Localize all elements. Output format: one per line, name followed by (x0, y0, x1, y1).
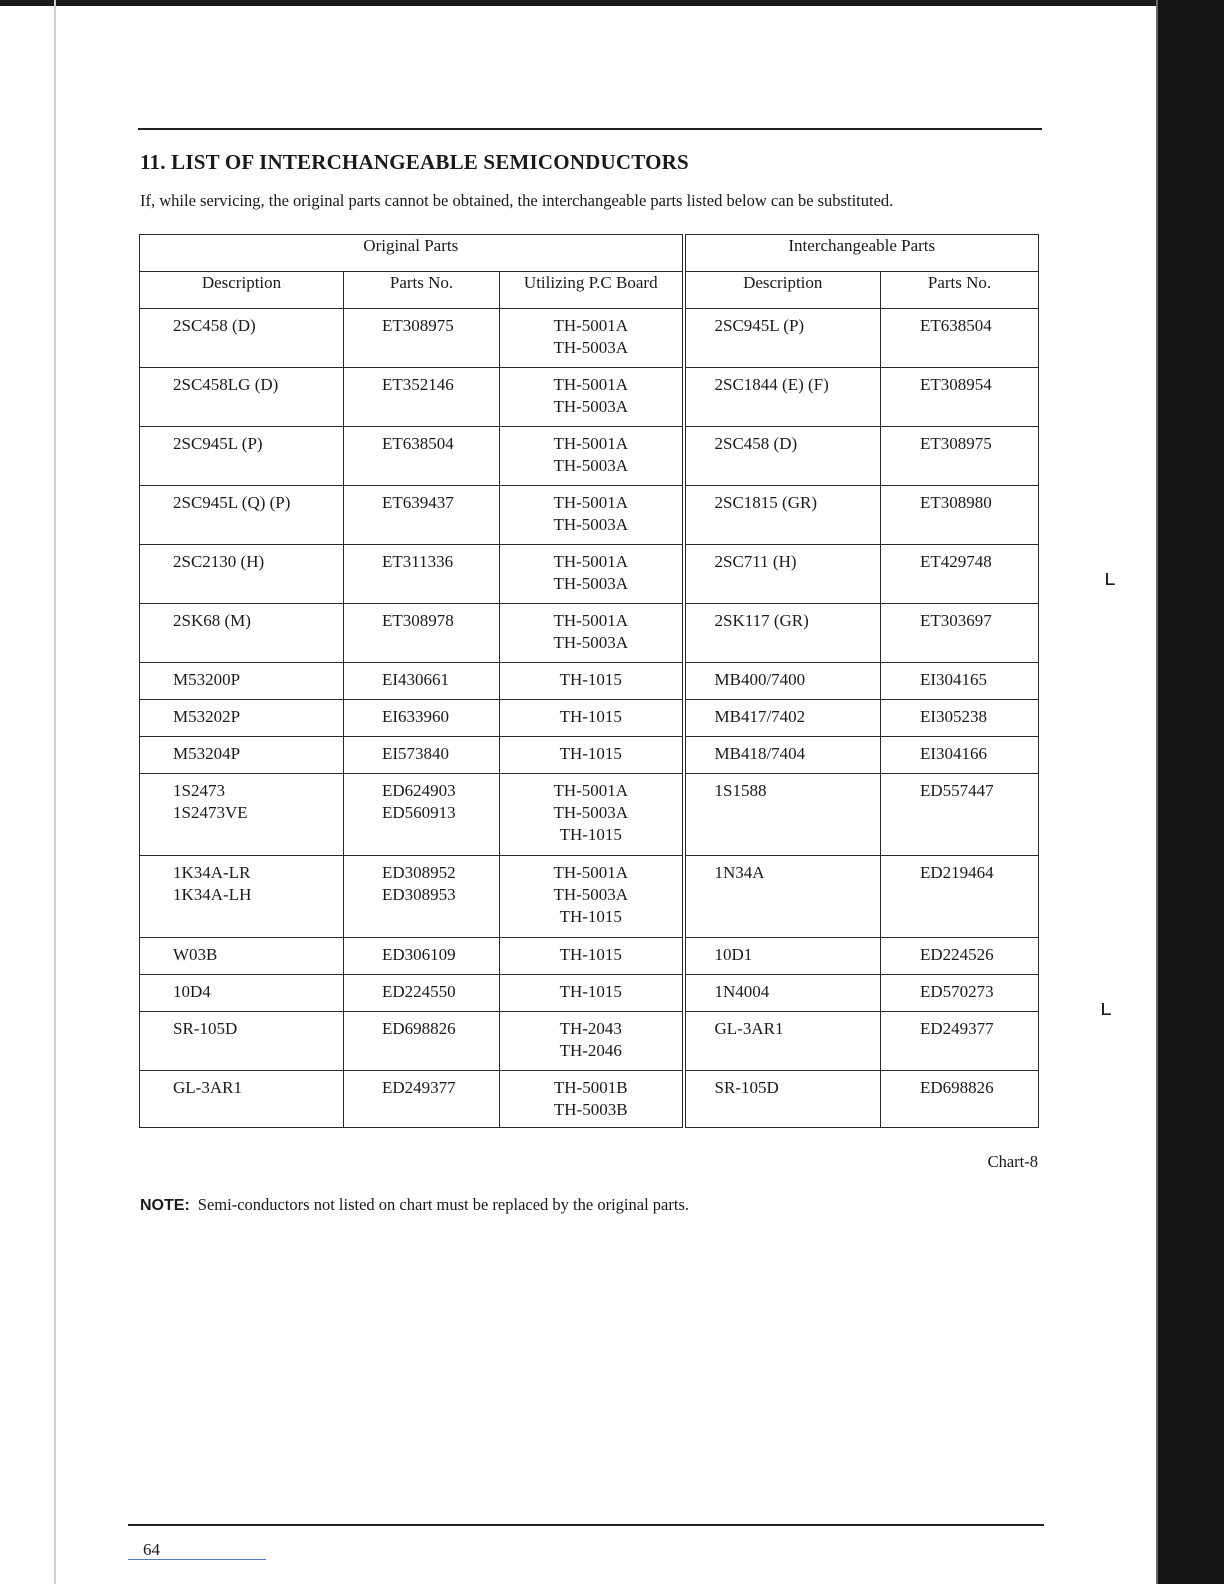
description-cell (140, 774, 344, 856)
table-row (140, 368, 1039, 427)
interchangeable-parts-no-cell (881, 427, 1039, 486)
cell-line: ED698826 (920, 1078, 994, 1097)
cell-line: 1K34A-LH (173, 885, 252, 904)
cell-line: 2SK117 (GR) (714, 611, 809, 630)
cell-line: ED219464 (920, 863, 994, 882)
cell-line: 2SK68 (M) (173, 611, 251, 630)
cell-line: EI304166 (920, 744, 988, 763)
cell-line: ED557447 (920, 781, 994, 800)
cell-line: TH-5003A (553, 515, 629, 534)
interchangeable-description-cell (684, 774, 881, 856)
board-cell (500, 737, 684, 774)
cell-line: TH-5001A (553, 611, 629, 630)
cell-line: 2SC711 (H) (714, 552, 797, 571)
cell-line: EI573840 (382, 744, 450, 763)
cell-line: 1K34A-LR (173, 863, 251, 882)
table-row (140, 737, 1039, 774)
cell-line: M53200P (173, 670, 241, 689)
cell-line: TH-5001A (553, 434, 629, 453)
cell-line: ED308952 (382, 863, 456, 882)
description-cell (140, 663, 344, 700)
cell-line: EI430661 (382, 670, 450, 689)
parts-no-cell (344, 938, 500, 975)
table-row (140, 663, 1039, 700)
note-label: NOTE: (140, 1197, 190, 1214)
cell-line: W03B (173, 945, 218, 964)
parts-no-cell (344, 774, 500, 856)
interchangeable-description-cell (684, 938, 881, 975)
table-row (140, 700, 1039, 737)
note-text: Semi-conductors not listed on chart must be replaced by the original parts. (197, 1195, 689, 1214)
interchangeable-parts-no-cell (881, 975, 1039, 1012)
description-cell (140, 368, 344, 427)
interchangeable-description-cell (684, 486, 881, 545)
cell-line: TH-2046 (559, 1041, 622, 1060)
cell-line: GL-3AR1 (714, 1019, 784, 1038)
interchangeable-parts-no-cell (881, 938, 1039, 975)
cell-line: ET429748 (920, 552, 992, 571)
cell-line: TH-1015 (559, 707, 622, 726)
board-cell (500, 938, 684, 975)
table-row (140, 856, 1039, 938)
margin-mark: ʟ (1104, 566, 1116, 591)
cell-line: ED249377 (920, 1019, 994, 1038)
cell-line: ED560913 (382, 803, 456, 822)
cell-line: TH-1015 (559, 982, 622, 1001)
cell-line: 2SC945L (P) (173, 434, 263, 453)
description-cell (140, 1012, 344, 1071)
parts-no-cell (344, 700, 500, 737)
description-cell (140, 545, 344, 604)
board-cell (500, 486, 684, 545)
cell-line: 1S1588 (714, 781, 767, 800)
cell-line: 2SC1844 (E) (F) (714, 375, 829, 394)
interchangeable-description-cell (684, 663, 881, 700)
parts-no-cell (344, 427, 500, 486)
cell-line: 2SC945L (P) (714, 316, 805, 335)
cell-line: 10D4 (173, 982, 211, 1001)
cell-line: TH-5001A (553, 316, 629, 335)
interchangeable-parts-no-cell (881, 856, 1039, 938)
board-cell (500, 856, 684, 938)
parts-no-cell (344, 1012, 500, 1071)
table-row (140, 604, 1039, 663)
parts-no-cell (344, 737, 500, 774)
table-row (140, 774, 1039, 856)
page-number-underline (128, 1559, 266, 1560)
cell-line: EI633960 (382, 707, 450, 726)
interchangeable-parts-no-cell (881, 604, 1039, 663)
cell-line: 2SC458LG (D) (173, 375, 279, 394)
description-cell (140, 427, 344, 486)
cell-line: ED249377 (382, 1078, 456, 1097)
cell-line: 2SC2130 (H) (173, 552, 265, 571)
section-title: 11. LIST OF INTERCHANGEABLE SEMICONDUCTORS (140, 150, 689, 174)
cell-line: ET638504 (382, 434, 454, 453)
interchangeable-description-cell (684, 427, 881, 486)
cell-line: 2SC945L (Q) (P) (173, 493, 291, 512)
cell-line: GL-3AR1 (173, 1078, 242, 1097)
board-cell (500, 368, 684, 427)
cell-line: TH-5003B (553, 1100, 628, 1119)
interchangeable-parts-no-cell (881, 663, 1039, 700)
interchangeable-parts-header: Interchangeable Parts (684, 235, 1039, 272)
interchangeable-description-cell (684, 545, 881, 604)
board-cell (500, 774, 684, 856)
board-cell (500, 309, 684, 368)
cell-line: EI304165 (920, 670, 988, 689)
table-body (140, 309, 1039, 1128)
cell-line: ET308978 (382, 611, 454, 630)
cell-line: ED306109 (382, 945, 456, 964)
cell-line: TH-1015 (559, 670, 622, 689)
cell-line: M53204P (173, 744, 241, 763)
board-header: Utilizing P.C Board (500, 272, 684, 309)
interchangeable-parts-no-header: Parts No. (881, 272, 1039, 309)
parts-no-cell (344, 975, 500, 1012)
interchangeable-description-cell (684, 856, 881, 938)
parts-no-header: Parts No. (344, 272, 500, 309)
description-cell (140, 1071, 344, 1128)
cell-line: TH-5003A (553, 803, 629, 822)
parts-no-cell (344, 663, 500, 700)
table-row (140, 309, 1039, 368)
interchangeable-description-cell (684, 1071, 881, 1128)
table-row (140, 1012, 1039, 1071)
cell-line: ET308975 (382, 316, 454, 335)
cell-line: M53202P (173, 707, 241, 726)
cell-line: ET639437 (382, 493, 454, 512)
cell-line: ED698826 (382, 1019, 456, 1038)
cell-line: MB417/7402 (714, 707, 806, 726)
cell-line: ET308980 (920, 493, 992, 512)
cell-line: 2SC458 (D) (714, 434, 798, 453)
table-group-header-row (140, 235, 1039, 272)
cell-line: 10D1 (714, 945, 753, 964)
board-cell (500, 700, 684, 737)
description-header: Description (140, 272, 344, 309)
interchangeable-description-cell (684, 368, 881, 427)
cell-line: TH-5003A (553, 633, 629, 652)
parts-no-cell (344, 545, 500, 604)
interchangeable-parts-no-cell (881, 486, 1039, 545)
cell-line: 2SC1815 (GR) (714, 493, 817, 512)
description-cell (140, 737, 344, 774)
cell-line: MB400/7400 (714, 670, 806, 689)
table-row (140, 975, 1039, 1012)
board-cell (500, 975, 684, 1012)
page-right-edge (1158, 0, 1224, 1584)
table-row (140, 545, 1039, 604)
cell-line: ET308954 (920, 375, 992, 394)
description-cell (140, 938, 344, 975)
interchangeable-parts-no-cell (881, 700, 1039, 737)
description-cell (140, 309, 344, 368)
cell-line: TH-5001B (553, 1078, 628, 1097)
interchangeable-description-cell (684, 700, 881, 737)
interchangeable-description-cell (684, 604, 881, 663)
page-top-edge (0, 0, 1224, 6)
interchangeable-parts-no-cell (881, 545, 1039, 604)
cell-line: SR-105D (714, 1078, 779, 1097)
board-cell (500, 663, 684, 700)
interchangeable-parts-no-cell (881, 774, 1039, 856)
page-left-edge (54, 0, 56, 1584)
parts-no-cell (344, 604, 500, 663)
cell-line: SR-105D (173, 1019, 238, 1038)
interchangeable-description-header: Description (684, 272, 881, 309)
cell-line: ET352146 (382, 375, 454, 394)
cell-line: ED624903 (382, 781, 456, 800)
cell-line: 1N4004 (714, 982, 770, 1001)
interchangeable-parts-no-cell (881, 368, 1039, 427)
margin-mark: ʟ (1100, 996, 1112, 1021)
parts-no-cell (344, 309, 500, 368)
cell-line: TH-5001A (553, 781, 629, 800)
interchangeable-description-cell (684, 737, 881, 774)
cell-line: ED570273 (920, 982, 994, 1001)
interchangeable-description-cell (684, 1012, 881, 1071)
cell-line: ET303697 (920, 611, 992, 630)
cell-line: ET311336 (382, 552, 454, 571)
table-row (140, 1071, 1039, 1128)
original-parts-header: Original Parts (140, 235, 684, 272)
interchangeable-parts-no-cell (881, 309, 1039, 368)
cell-line: TH-5003A (553, 456, 629, 475)
description-cell (140, 856, 344, 938)
parts-no-cell (344, 368, 500, 427)
interchangeable-description-cell (684, 975, 881, 1012)
interchangeable-parts-no-cell (881, 1012, 1039, 1071)
board-cell (500, 604, 684, 663)
intro-text: If, while servicing, the original parts cannot be obtained, the interchangeable parts listed below can be substituted. (140, 191, 894, 210)
description-cell (140, 486, 344, 545)
interchangeable-description-cell (684, 309, 881, 368)
cell-line: TH-2043 (559, 1019, 622, 1038)
description-cell (140, 975, 344, 1012)
interchangeable-parts-table (139, 234, 1039, 1128)
parts-no-cell (344, 856, 500, 938)
header-rule (138, 128, 1042, 130)
table-row (140, 486, 1039, 545)
cell-line: ET638504 (920, 316, 992, 335)
description-cell (140, 700, 344, 737)
cell-line: TH-1015 (559, 907, 622, 926)
cell-line: TH-5003A (553, 885, 629, 904)
board-cell (500, 1071, 684, 1128)
table-row (140, 427, 1039, 486)
cell-line: TH-5001A (553, 863, 629, 882)
cell-line: TH-5003A (553, 397, 629, 416)
cell-line: TH-5003A (553, 338, 629, 357)
cell-line: TH-1015 (559, 945, 622, 964)
board-cell (500, 545, 684, 604)
interchangeable-parts-no-cell (881, 1071, 1039, 1128)
parts-no-cell (344, 1071, 500, 1128)
cell-line: TH-5001A (553, 493, 629, 512)
chart-label: Chart-8 (987, 1152, 1038, 1171)
table-row (140, 938, 1039, 975)
cell-line: TH-5001A (553, 552, 629, 571)
cell-line: ET308975 (920, 434, 992, 453)
page-number: 64 (143, 1540, 160, 1559)
interchangeable-parts-no-cell (881, 737, 1039, 774)
footer-rule (128, 1524, 1044, 1526)
board-cell (500, 1012, 684, 1071)
cell-line: 2SC458 (D) (173, 316, 256, 335)
cell-line: EI305238 (920, 707, 988, 726)
cell-line: TH-5001A (553, 375, 629, 394)
description-cell (140, 604, 344, 663)
cell-line: TH-1015 (559, 825, 622, 844)
cell-line: 1S2473 (173, 781, 225, 800)
note (140, 1195, 689, 1215)
cell-line: 1S2473VE (173, 803, 248, 822)
cell-line: ED224526 (920, 945, 994, 964)
table-column-header-row (140, 272, 1039, 309)
cell-line: 1N34A (714, 863, 765, 882)
cell-line: MB418/7404 (714, 744, 806, 763)
cell-line: ED308953 (382, 885, 456, 904)
cell-line: TH-1015 (559, 744, 622, 763)
board-cell (500, 427, 684, 486)
parts-no-cell (344, 486, 500, 545)
cell-line: ED224550 (382, 982, 456, 1001)
cell-line: TH-5003A (553, 574, 629, 593)
